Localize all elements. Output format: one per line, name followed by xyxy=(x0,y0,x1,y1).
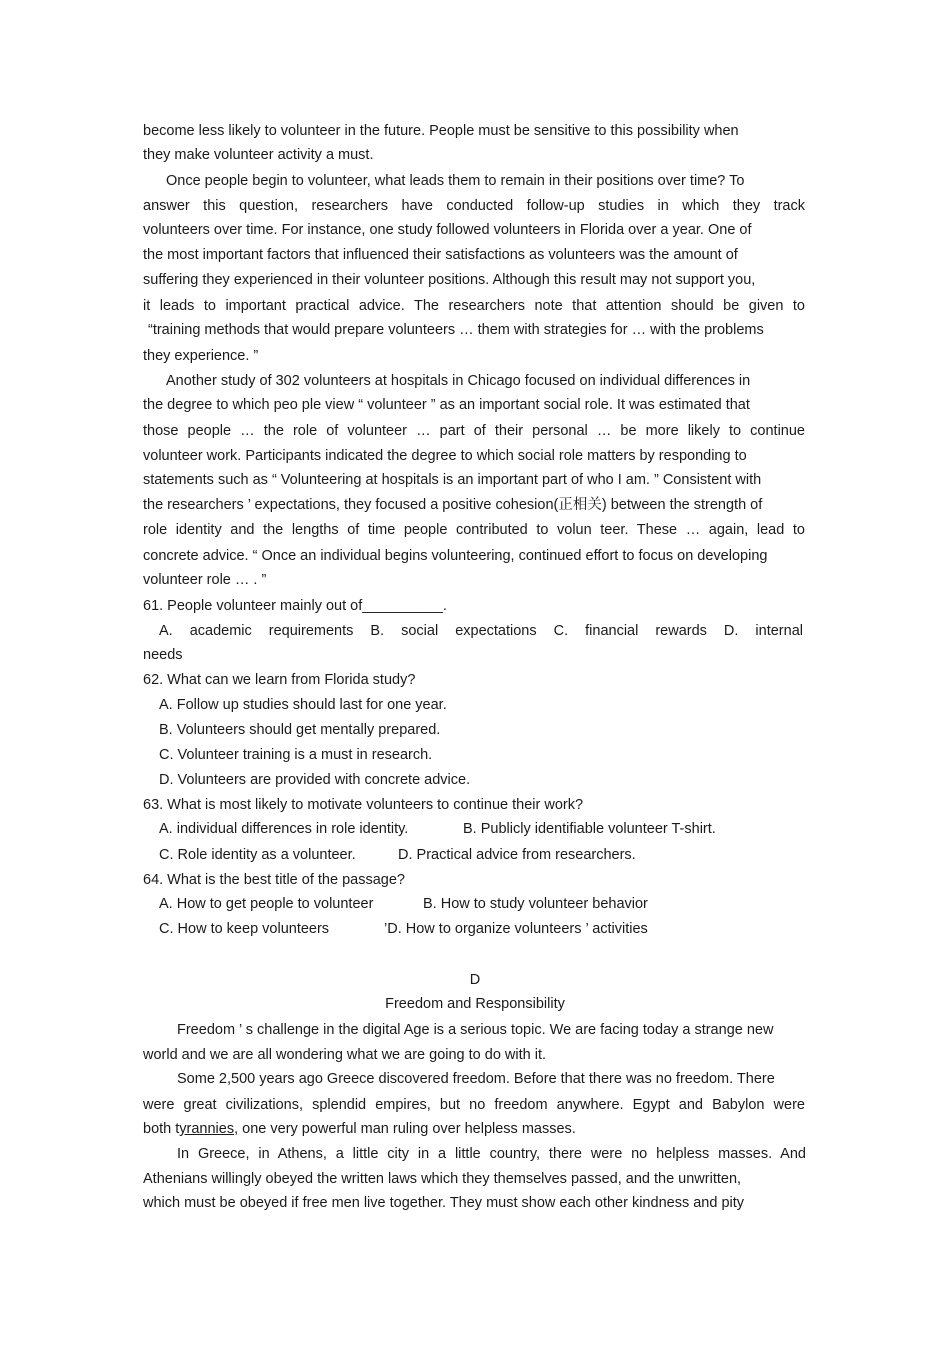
question-64-option-a: A. How to get people to volunteer xyxy=(159,896,374,912)
passage-d-line xyxy=(143,1120,576,1138)
passage-d-line: Some 2,500 years ago Greece discovered freedom. Before that there was no freedom. There xyxy=(177,1071,775,1087)
passage-c-line: Once people begin to volunteer, what leads them to remain in their positions over time? To xyxy=(166,173,745,189)
question-62-option-a: A. Follow up studies should last for one year. xyxy=(159,697,447,713)
passage-d-line: In Greece, in Athens, a little city in a little country, there were no helpless masses. And xyxy=(177,1146,806,1162)
question-63-option-d: D. Practical advice from researchers. xyxy=(398,847,636,863)
question-64-option-d: ’D. How to organize volunteers ’ activities xyxy=(384,921,648,937)
passage-c-line: the researchers ’ expectations, they focused a positive cohesion(正相关) between the strength of xyxy=(143,497,763,513)
passage-c-line: volunteer role … . ” xyxy=(143,572,267,588)
passage-c-line: answer this question, researchers have conducted follow-up studies in which they track xyxy=(143,198,805,214)
passage-c-line: suffering they experienced in their volunteer positions. Although this result may not support you, xyxy=(143,272,756,288)
passage-c-line: the most important factors that influenced their satisfactions as volunteers was the amount of xyxy=(143,247,738,263)
question-64-option-c: C. How to keep volunteers xyxy=(159,921,330,937)
passage-c-line: “training methods that would prepare volunteers … them with strategies for … with the problems xyxy=(148,322,764,338)
passage-c-line: become less likely to volunteer in the future. People must be sensitive to this possibility when xyxy=(143,123,739,139)
passage-title: Freedom and Responsibility xyxy=(385,996,565,1012)
question-61-stem: 61. People volunteer mainly out of__________. xyxy=(143,598,447,614)
question-62-option-c: C. Volunteer training is a must in research. xyxy=(159,747,433,763)
question-61-options: A. academic requirements B. social expectations C. financial rewards D. internal xyxy=(159,623,803,639)
question-62-option-d: D. Volunteers are provided with concrete advice. xyxy=(159,772,471,788)
passage-d-line: Freedom ’ s challenge in the digital Age is a serious topic. We are facing today a strange new xyxy=(177,1022,774,1038)
passage-c-line: they make volunteer activity a must. xyxy=(143,147,374,163)
question-63-stem: 63. What is most likely to motivate volunteers to continue their work? xyxy=(143,797,584,813)
passage-c-line: those people … the role of volunteer … part of their personal … be more likely to continue xyxy=(143,423,805,439)
passage-d-line: Athenians willingly obeyed the written laws which they themselves passed, and the unwritten, xyxy=(143,1171,742,1187)
passage-d-line: world and we are all wondering what we are going to do with it. xyxy=(143,1047,547,1063)
passage-c-line: volunteers over time. For instance, one study followed volunteers in Florida over a year. One of xyxy=(143,222,752,238)
passage-c-line: they experience. ” xyxy=(143,348,259,364)
passage-c-line: the degree to which peo ple view “ volunteer ” as an important social role. It was estimated that xyxy=(143,397,750,413)
line-text-start: both t xyxy=(143,1121,180,1137)
line-text-end: one very powerful man ruling over helpless masses. xyxy=(238,1121,576,1137)
question-63-option-b: B. Publicly identifiable volunteer T-shirt. xyxy=(463,821,716,837)
passage-c-line: statements such as “ Volunteering at hospitals is an important part of who I am. ” Consistent with xyxy=(143,472,762,488)
passage-c-line: it leads to important practical advice. The researchers note that attention should be given to xyxy=(143,298,805,314)
passage-c-line: role identity and the lengths of time people contributed to volun teer. These … again, lead to xyxy=(143,522,805,538)
question-61-options-wrap: needs xyxy=(143,647,183,663)
underlined-word: yrannies, xyxy=(179,1121,239,1137)
question-63-option-a: A. individual differences in role identity. xyxy=(159,821,409,837)
passage-d-line: which must be obeyed if free men live together. They must show each other kindness and pity xyxy=(143,1195,745,1211)
question-63-option-c: C. Role identity as a volunteer. xyxy=(159,847,356,863)
passage-d-line: were great civilizations, splendid empires, but no freedom anywhere. Egypt and Babylon were xyxy=(143,1097,805,1113)
question-62-option-b: B. Volunteers should get mentally prepared. xyxy=(159,722,441,738)
passage-c-line: volunteer work. Participants indicated the degree to which social role matters by responding to xyxy=(143,448,747,464)
question-62-stem: 62. What can we learn from Florida study? xyxy=(143,672,416,688)
section-letter: D xyxy=(469,972,481,988)
passage-c-line: concrete advice. “ Once an individual begins volunteering, continued effort to focus on developing xyxy=(143,548,768,564)
passage-c-line: Another study of 302 volunteers at hospitals in Chicago focused on individual differences in xyxy=(166,373,751,389)
question-64-stem: 64. What is the best title of the passage? xyxy=(143,872,405,888)
question-64-option-b: B. How to study volunteer behavior xyxy=(423,896,648,912)
